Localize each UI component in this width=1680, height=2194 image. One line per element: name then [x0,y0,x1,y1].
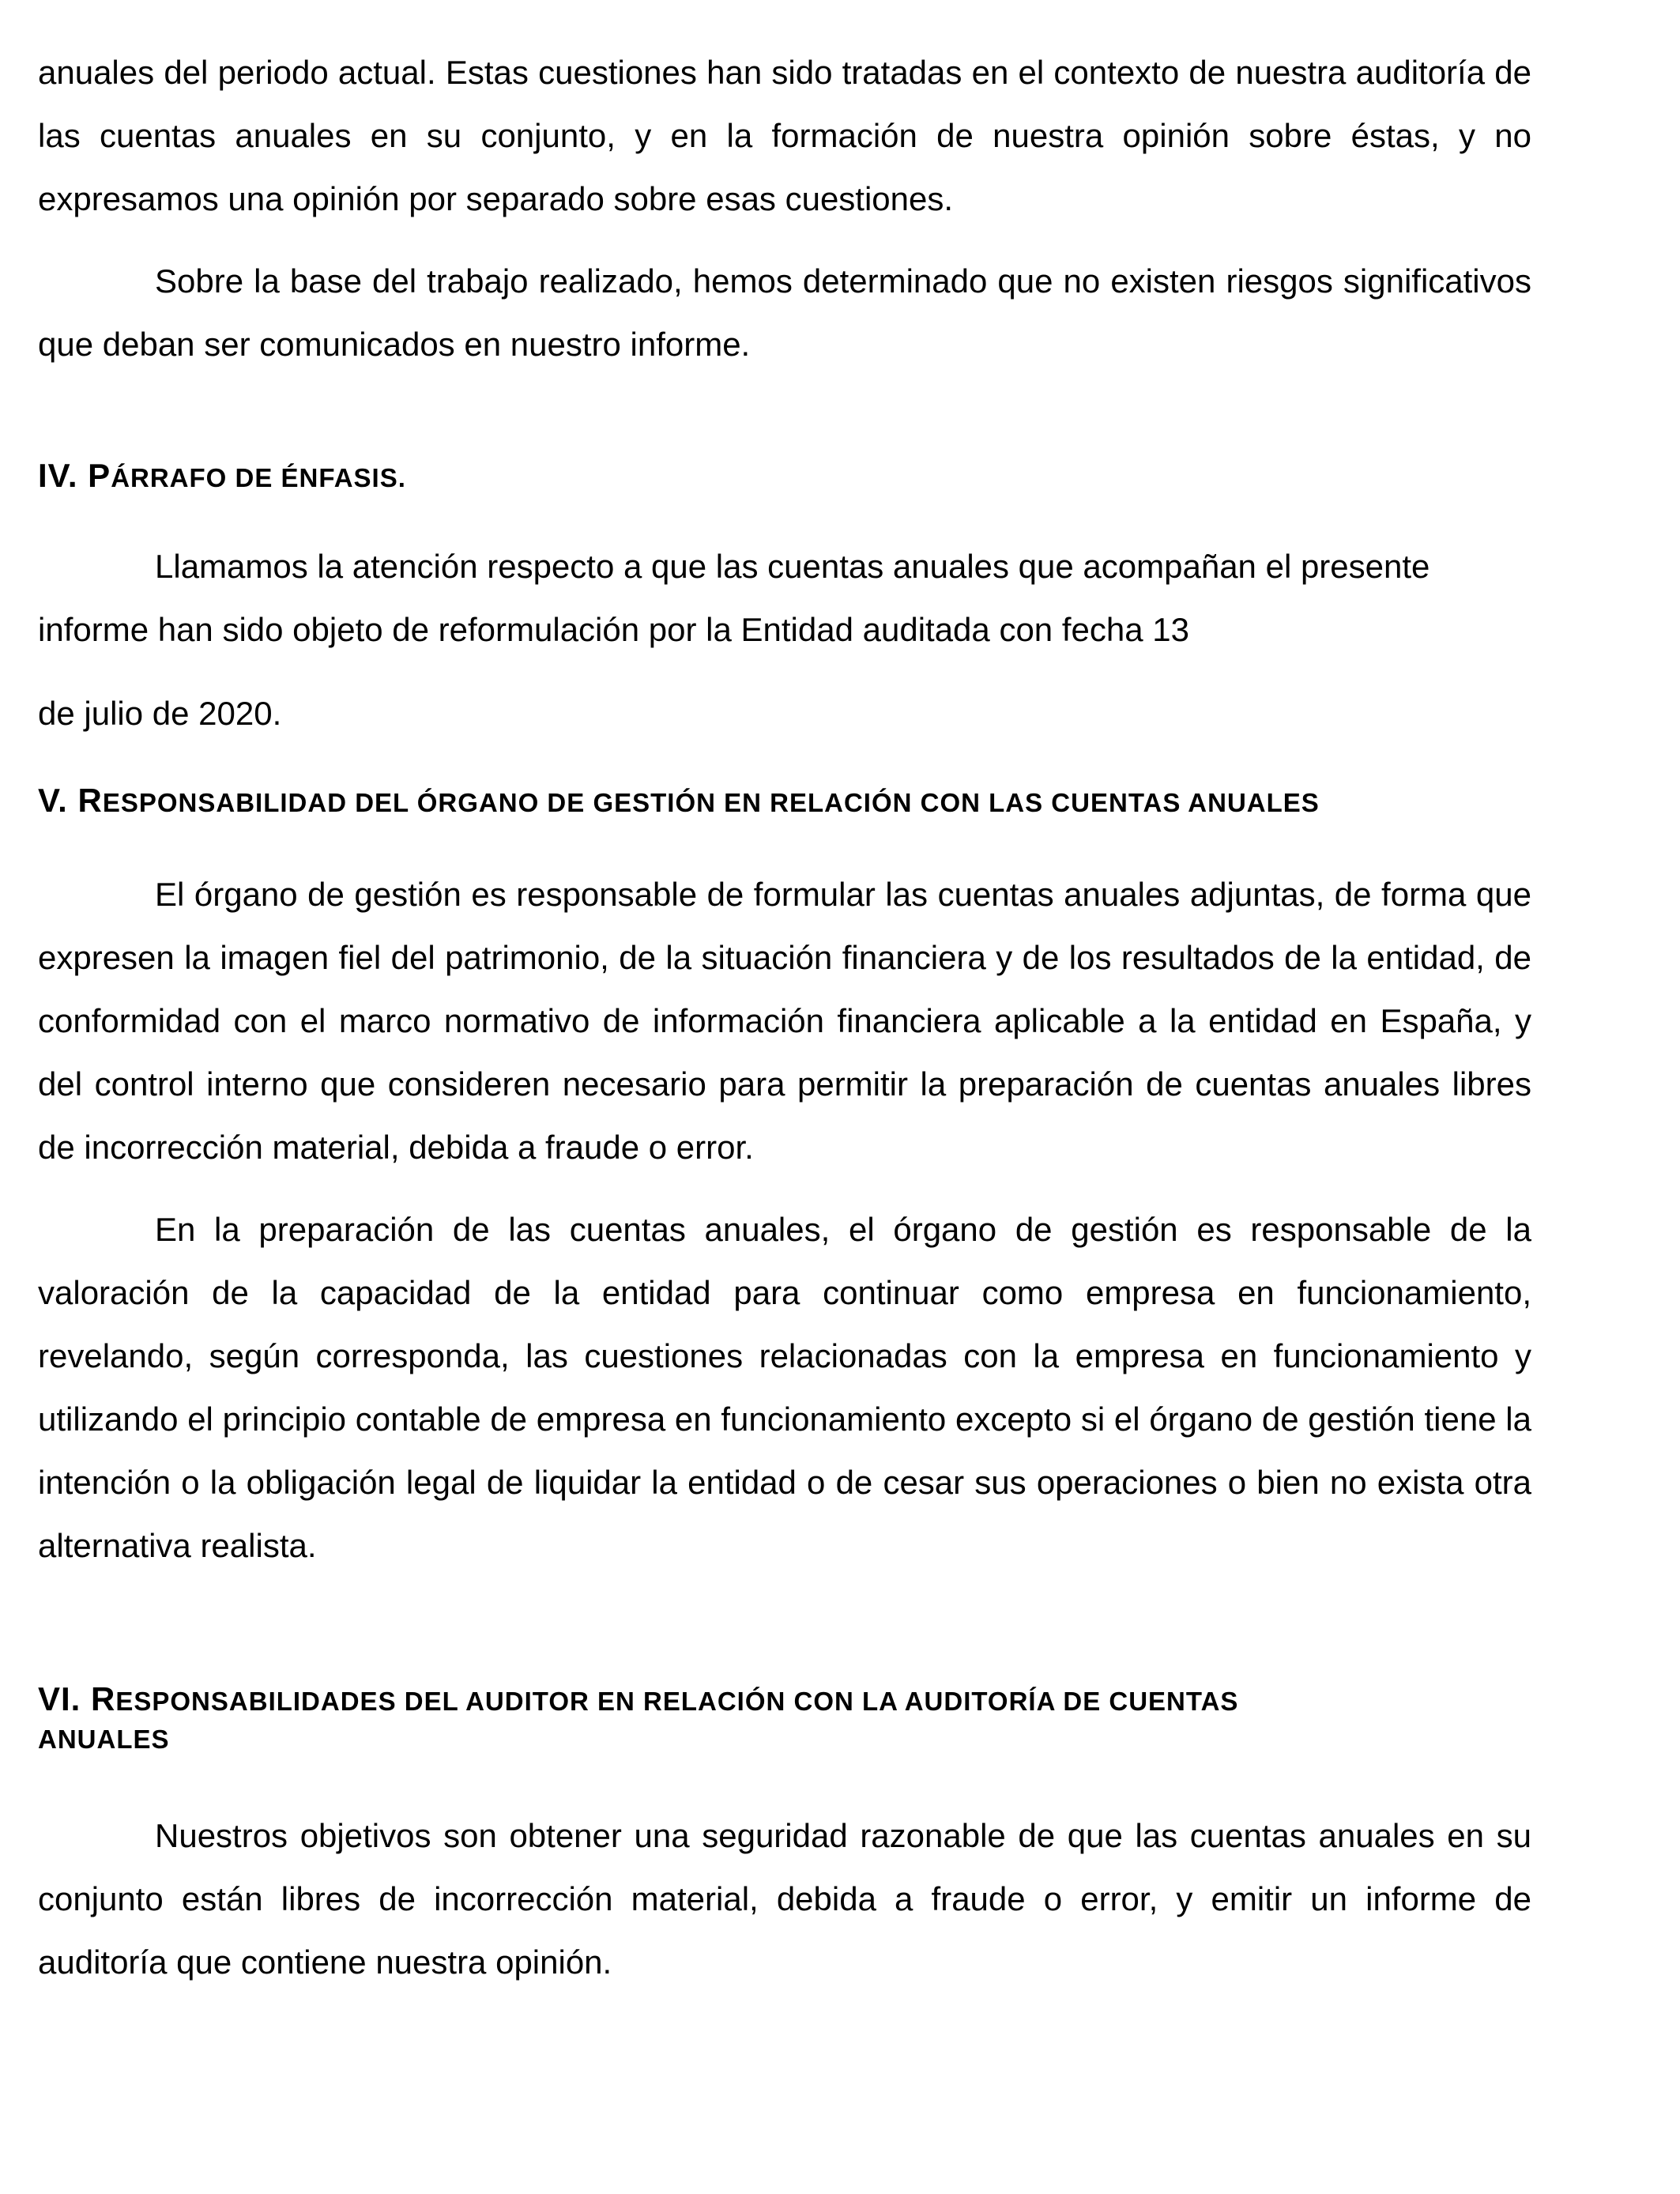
paragraph-emphasis-line1: Llamamos la atención respecto a que las cuentas anuales que acompañan el presente informe han sido objeto de reformulación por la Entidad auditada con fecha 13 [38,548,1430,648]
paragraph-management-responsibility: El órgano de gestión es responsable de formular las cuentas anuales adjuntas, de forma que expresen la imagen fiel del patrimonio, de la situación financiera y de los resultados de la entidad, de conformidad con el marco normativo de información financiera aplicable a la entidad en España, y del control interno que consideren necesario para permitir la preparación de cuentas anuales libres de incorrección material, debida a fraude o error. [38,876,1531,1166]
heading-v-lead: V. R [38,782,103,819]
document-page [38,41,1531,1994]
paragraph-intro-continuation: anuales del periodo actual. Estas cuestiones han sido tratadas en el contexto de nuestra auditoría de las cuentas anuales en su conjunto, y en la formación de nuestra opinión sobre éstas, y no expresamos una opinión por separado sobre esas cuestiones. [38,54,1531,217]
paragraph-significant-risks: Sobre la base del trabajo realizado, hemos determinado que no existen riesgos significativos que deban ser comunicados en nuestro informe. [38,262,1531,363]
paragraph-emphasis [38,535,1531,745]
paragraph-emphasis-line2: de julio de 2020. [38,695,282,732]
heading-vi-line1 [38,1679,1531,1722]
paragraph-going-concern: En la preparación de las cuentas anuales, el órgano de gestión es responsable de la valoración de la capacidad de la entidad para continuar como empresa en funcionamiento, revelando, según corresponda, las cuestiones relacionadas con la empresa en funcionamiento y utilizando el principio contable de empresa en funcionamiento excepto si el órgano de gestión tiene la intención o la obligación legal de liquidar la entidad o de cesar sus operaciones o bien no exista otra alternativa realista. [38,1211,1531,1564]
heading-section-v [38,780,1531,824]
heading-section-vi [38,1679,1531,1760]
heading-iv-text: ÁRRAFO DE ÉNFASIS. [111,463,406,492]
paragraph-auditor-objectives: Nuestros objetivos son obtener una seguridad razonable de que las cuentas anuales en su conjunto están libres de incorrección material, debida a fraude o error, y emitir un informe de auditoría que contiene nuestra opinión. [38,1817,1531,1981]
heading-vi-lead: VI. R [38,1680,116,1717]
heading-vi-line2: ANUALES [38,1725,170,1754]
heading-v-text: ESPONSABILIDAD DEL ÓRGANO DE GESTIÓN EN RELACIÓN CON LAS CUENTAS ANUALES [102,788,1320,817]
heading-iv-lead: IV. P [38,457,111,494]
heading-vi-text: ESPONSABILIDADES DEL AUDITOR EN RELACIÓN CON LA AUDITORÍA DE CUENTAS [115,1687,1239,1716]
heading-section-iv [38,455,1531,499]
